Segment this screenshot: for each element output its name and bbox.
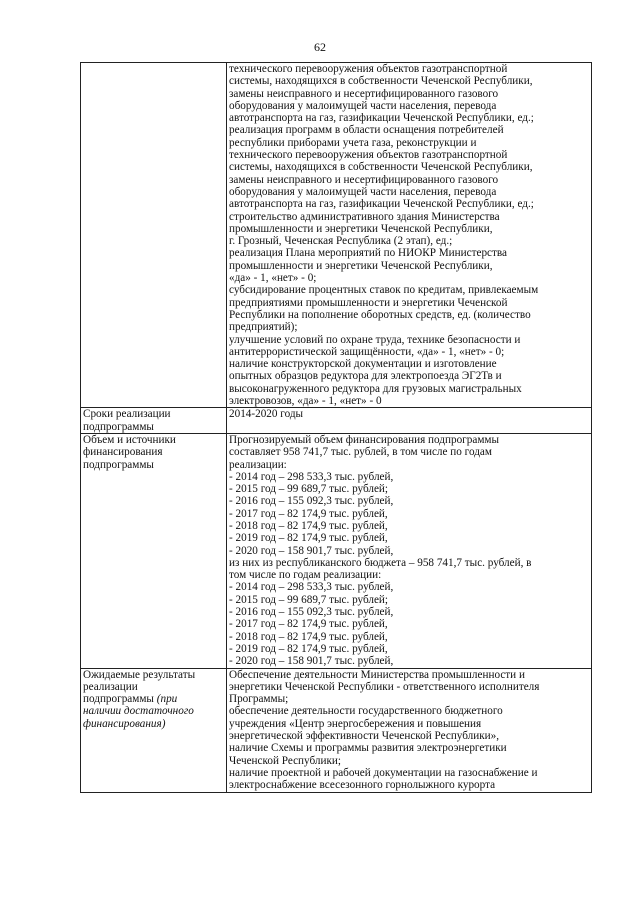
text-line: - 2016 год – 155 092,3 тыс. рублей, xyxy=(229,495,394,508)
text-line: субсидирование процентных ставок по кредитам, привлекаемым xyxy=(229,284,539,297)
text-line: Прогнозируемый объем финансирования подпрограммы xyxy=(229,433,499,446)
text-line: - 2014 год – 298 533,3 тыс. рублей, xyxy=(229,470,394,483)
text-line: реализация Плана мероприятий по НИОКР Министерства xyxy=(229,247,507,260)
row-content xyxy=(227,63,592,408)
label-line: Сроки реализации xyxy=(83,408,171,421)
text-line: - 2017 год – 82 174,9 тыс. рублей, xyxy=(229,618,388,631)
text-line: - 2019 год – 82 174,9 тыс. рублей, xyxy=(229,642,388,655)
text-line: реализации: xyxy=(229,458,287,471)
text-line: учреждения «Центр энергосбережения и повышения xyxy=(229,717,482,730)
label-italic-line: наличии достаточного xyxy=(83,705,194,718)
text-line: - 2014 год – 298 533,3 тыс. рублей, xyxy=(229,581,394,594)
text-line: системы, находящихся в собственности Чеченской Республики, xyxy=(229,75,533,88)
text-line: промышленности и энергетики Чеченской Республики, xyxy=(229,222,493,235)
table-row-financing xyxy=(81,433,592,668)
text-line: предприятий); xyxy=(229,321,298,334)
table-row-expected-results xyxy=(81,668,592,792)
text-line: энергетики Чеченской Республики - ответственного исполнителя xyxy=(229,680,540,693)
text-line: - 2019 год – 82 174,9 тыс. рублей, xyxy=(229,532,388,545)
text-line: оборудования у малоимущей части населения, перевода xyxy=(229,185,497,198)
text-line: наличие Схемы и программы развития электроэнергетики xyxy=(229,742,507,755)
text-line: - 2020 год – 158 901,7 тыс. рублей, xyxy=(229,655,394,668)
text-line: технического перевооружения объектов газотранспортной xyxy=(229,63,508,75)
text-line: Программы; xyxy=(229,693,289,706)
text-line: промышленности и энергетики Чеченской Республики, xyxy=(229,259,493,272)
text-line: наличие конструкторской документации и изготовление xyxy=(229,358,497,371)
table-row-timeline xyxy=(81,408,592,434)
text-line: - 2016 год – 155 092,3 тыс. рублей, xyxy=(229,606,394,619)
label-line: подпрограммы xyxy=(83,420,154,433)
text-line: - 2015 год – 99 689,7 тыс. рублей; xyxy=(229,483,389,496)
text-line: автотранспорта на газ, газификации Чеченской Республики, ед.; xyxy=(229,198,534,211)
text-line: составляет 958 741,7 тыс. рублей, в том числе по годам xyxy=(229,446,492,459)
label-text: подпрограммы xyxy=(83,693,154,706)
row-content xyxy=(227,408,592,434)
text-line: предприятиями промышленности и энергетики Чеченской xyxy=(229,296,508,309)
text-line: 2014-2020 годы xyxy=(229,408,304,421)
row-content xyxy=(227,433,592,668)
text-line: энергетической эффективности Чеченской Республики», xyxy=(229,730,500,743)
text-line: - 2018 год – 82 174,9 тыс. рублей, xyxy=(229,630,388,643)
text-line: антитеррористической защищённости, «да» - 1, «нет» - 0; xyxy=(229,345,505,358)
text-line: обеспечение деятельности государственного бюджетного xyxy=(229,705,503,718)
passport-table xyxy=(80,62,592,793)
text-line: - 2015 год – 99 689,7 тыс. рублей; xyxy=(229,593,389,606)
text-line: «да» - 1, «нет» - 0; xyxy=(229,272,317,285)
row-label xyxy=(81,63,227,408)
row-label xyxy=(81,668,227,792)
label-line: Объем и источники xyxy=(83,433,176,446)
text-line: Республики на пополнение оборотных средств, ед. (количество xyxy=(229,308,531,321)
text-line: системы, находящихся в собственности Чеченской Республики, xyxy=(229,161,533,174)
label-line: финансирования xyxy=(83,446,163,459)
text-line: технического перевооружения объектов газотранспортной xyxy=(229,149,508,162)
text-line: замены неисправного и несертифицированного газового xyxy=(229,173,499,186)
text-line: наличие проектной и рабочей документации на газоснабжение и xyxy=(229,766,538,779)
text-line: из них из республиканского бюджета – 958 741,7 тыс. рублей, в xyxy=(229,556,532,569)
text-line: автотранспорта на газ, газификации Чеченской Республики, ед.; xyxy=(229,112,534,125)
text-line: том числе по годам реализации: xyxy=(229,569,382,582)
text-line: - 2018 год – 82 174,9 тыс. рублей, xyxy=(229,519,388,532)
text-line: - 2020 год – 158 901,7 тыс. рублей, xyxy=(229,544,394,557)
row-label xyxy=(81,433,227,668)
text-line: электровозов, «да» - 1, «нет» - 0 xyxy=(229,395,382,408)
text-line: опытных образцов редуктора для электропоезда ЭГ2Тв и xyxy=(229,370,502,383)
text-line: г. Грозный, Чеченская Республика (2 этап), ед.; xyxy=(229,235,453,248)
text-line: - 2017 год – 82 174,9 тыс. рублей, xyxy=(229,507,388,520)
table-row-indicators xyxy=(81,63,592,408)
text-line: замены неисправного и несертифицированного газового xyxy=(229,87,499,100)
label-italic-text: (при xyxy=(156,693,178,706)
text-line: строительство административного здания Министерства xyxy=(229,210,500,223)
text-line: республики приборами учета газа, реконструкции и xyxy=(229,136,477,149)
label-line: реализации xyxy=(83,680,138,693)
text-line: высоконагруженного редуктора для грузовых магистральных xyxy=(229,382,522,395)
text-line: Обеспечение деятельности Министерства промышленности и xyxy=(229,668,525,681)
row-label xyxy=(81,408,227,434)
label-italic-line: финансирования) xyxy=(83,717,166,730)
label-line: подпрограммы xyxy=(83,458,154,471)
text-line: оборудования у малоимущей части населения, перевода xyxy=(229,99,497,112)
text-line: Чеченской Республики; xyxy=(229,754,341,767)
text-line: улучшение условий по охране труда, технике безопасности и xyxy=(229,333,521,346)
text-line: реализация программ в области оснащения потребителей xyxy=(229,124,504,137)
page-number: 62 xyxy=(314,40,326,54)
label-line: Ожидаемые результаты xyxy=(83,668,196,681)
label-line xyxy=(83,693,224,705)
text-line: электроснабжение всесезонного горнолыжного курорта xyxy=(229,779,496,792)
row-content xyxy=(227,668,592,792)
